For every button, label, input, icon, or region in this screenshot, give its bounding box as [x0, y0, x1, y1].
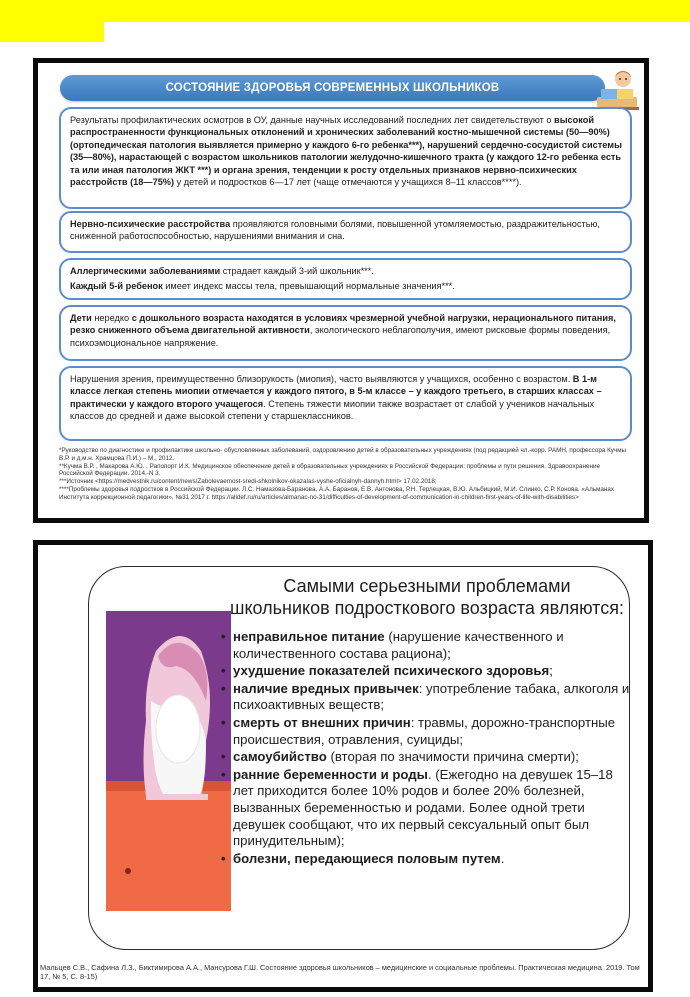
footnote: **Кучма В.Р. , Макарова А.Ю. , Рапопорт И.К. Медицинское обеспечение детей в образовательных учреждениях в Российской Федерации: проблемы и пути решения. Здравоохранение Российской Федерации. 2014.-N 3.	[59, 462, 600, 478]
text-bold: (50—90%)	[563, 127, 610, 138]
slide-school-health-status	[33, 58, 649, 523]
text-bold: (ортопедическая патология выявляется примерно у каждого 6-го ребенка***)	[70, 139, 423, 150]
text: страдает каждый 3-ий школьник***.	[220, 266, 374, 276]
item-bold: смерть от внешних причин	[233, 714, 411, 730]
item-text: ;	[549, 663, 553, 679]
item-bold: самоубийство	[233, 749, 327, 765]
text: Нарушения зрения, преимущественно близорукость (миопия), часто выявляются у учащихся, особенно с возрастом.	[70, 374, 573, 384]
item-text: . (Ежегодно на девушек 15–18 лет приходится более 10% родов и более 20% болезней, вызванных беременностью и родами. Более одной трети девушек сообщают, что их первый сексуальный опыт был принудительным);	[233, 766, 613, 849]
source-citation: Мальцев С.В., Сафина Л.З., Биктимирова А.А., Мансурова Г.Ш. Состояние здоровья школьников – медицинские и социальные проблемы. Практическая медицина. 2019. Том 17, № 5, С. 8-15)	[40, 963, 640, 982]
item-text: : травмы, дорожно-транспортные происшествия, отравления, суициды;	[233, 714, 616, 747]
text-bold: Нервно-психические расстройства	[70, 219, 231, 229]
item-text: : употребление табака, алкоголя и психоактивных веществ;	[233, 680, 630, 713]
list-item	[221, 663, 631, 680]
sitting-girl-illustration-icon	[106, 611, 231, 911]
text: нередко	[91, 313, 132, 323]
problems-list	[221, 629, 631, 868]
title-line: школьников подросткового возраста являются:	[230, 598, 624, 618]
item-bold: неправильное питание	[233, 629, 385, 644]
footnote: ***Источник <https://medvestnik.ru/content/news/Zabolevaemost-sredi-shkolnikov-okazalas-vyshe-oficialnyh-dannyh.html> 17.02.2018;	[59, 478, 437, 486]
children-conditions-box	[59, 305, 632, 361]
item-bold: болезни, передающиеся половым путем	[233, 850, 501, 866]
text: у детей и подростков 6—17 лет (чаще отмечаются у учащихся 8–11 классов****).	[174, 177, 522, 188]
text-bold: Дети	[70, 313, 92, 323]
text-bold: высокой распространенности функциональных отклонений и хронических заболеваний костно-мышечной системы	[70, 115, 594, 138]
text-bold: Аллергическими заболеваниями	[70, 266, 221, 276]
text-bold: , нарушений сердечно-сосудистой системы (35—80%), нарастающей с возрастом школьников патологии желудочно-кишечного тракта (у каждого 12-го ребенка есть та или иная патология ЖКТ ***) и органа зрения, тенденции к росту отдельных признаков нервно-психических расстройств (18—75%)	[70, 139, 622, 188]
text-bold: с дошкольного возраста находятся в условиях чрезмерной учебной нагрузки, нерационального питания, резко сниженного объема двигательной активности	[70, 313, 616, 336]
text: проявляются головными болями, повышенной утомляемостью, раздражительностью, сниженной работоспособностью, нарушениями внимания и сна.	[70, 219, 600, 242]
text-bold: Каждый 5-й ребенок	[70, 281, 163, 292]
item-text: (нарушение качественного и количественного состава рациона);	[233, 629, 564, 661]
list-item	[221, 681, 631, 714]
list-item	[221, 749, 631, 766]
footnote: *Руководство по диагностике и профилактике школьно- обусловленных заболеваний, оздоровлению детей в образовательных учреждениях (под редакцией чл.-корр. РАМН, профессора Кучмы В.Р. и д.м.н. Храмцова П.И.) – М., 2012.	[59, 447, 627, 462]
list-item	[221, 851, 631, 868]
item-text: (вторая по значимости причина смерти);	[326, 749, 579, 765]
item-text: .	[500, 850, 505, 866]
text: имеет индекс массы тела, превышающий нормальные значения***.	[162, 281, 455, 292]
slide-teen-problems	[33, 540, 653, 992]
item-bold: ранние беременности и роды	[233, 766, 428, 782]
neuro-disorders-box	[59, 211, 632, 253]
slide-title	[216, 575, 638, 619]
item-bold: наличие вредных привычек	[233, 680, 419, 696]
text: Результаты профилактических осмотров в ОУ, данные научных исследований последних лет свидетельствуют о	[70, 115, 555, 125]
title-line: Самыми серьезными проблемами	[283, 576, 571, 596]
list-item	[221, 715, 631, 748]
myopia-box	[59, 366, 632, 441]
health-summary-box	[59, 107, 632, 209]
item-bold: ухудшение показателей психического здоровья	[233, 663, 550, 679]
yellow-highlight-block	[0, 22, 104, 42]
footnote: ****Проблемы здоровья подростков в Российской Федерации. Л.С. Намазова-Баранова, А.А. Баранов, Е.В. Антонова, Р.Н. Терлецкая, В.Ю. Альбицкий, М.И. Слинко, С.Р. Конова. «Альманах Института коррекционной педагогики», №31 2017 г. https://alldef.ru/ru/articles/almanac-no-31/difficulties-of-development-of-communication-in-children-first-years-of-life-with-disabilities>	[59, 485, 615, 501]
yellow-highlight-bar	[0, 0, 690, 22]
text: . Степень тяжести миопии также возрастает от слабой у учеников начальных классов до средней и даже высокой степени у старшеклассников.	[70, 398, 595, 422]
text-bold: В 1-м классе легкая степень миопии отмечается у каждого пятого, в 5-м классе – у каждого третьего, в старших классах – практически у каждого второго учащегося	[70, 374, 602, 409]
allergy-box	[59, 258, 632, 300]
slide-title: СОСТОЯНИЕ ЗДОРОВЬЯ СОВРЕМЕННЫХ ШКОЛЬНИКОВ	[60, 75, 605, 101]
list-item	[221, 629, 631, 662]
text: , экологического неблагополучия, имеют рисковые формы поведения, психоэмоциональное напряжение.	[70, 325, 611, 348]
list-item	[221, 767, 631, 850]
footnotes	[59, 447, 634, 502]
